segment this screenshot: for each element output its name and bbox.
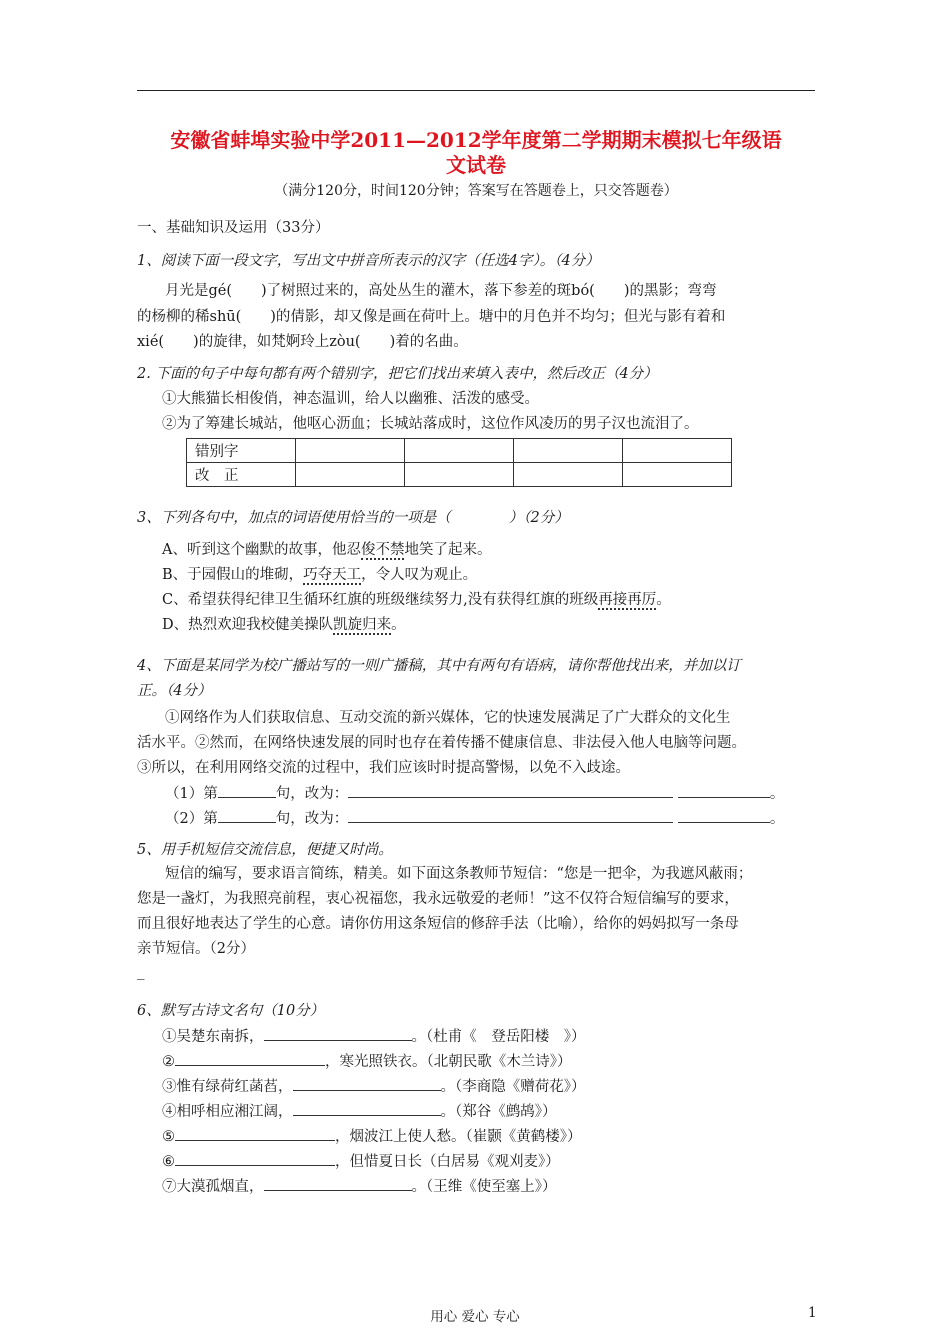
question-2-sentence-1: ①大熊猫长相俊俏，神态温训，给人以幽雅、活泼的感受。 — [162, 391, 539, 407]
option-d — [162, 615, 406, 635]
answer-cell[interactable] — [296, 463, 405, 487]
answer-cell[interactable] — [514, 463, 623, 487]
option-text: ，令人叹为观止。 — [361, 567, 478, 583]
poem-source: 。（杜甫《 登岳阳楼 》） — [411, 1029, 586, 1045]
poem-line-6 — [162, 1151, 560, 1172]
poem-text: ④相呼相应湘江阔， — [162, 1104, 293, 1120]
poem-source: ，但惜夏日长（白居易《观刈麦》） — [335, 1154, 560, 1170]
emphasized-phrase: 巧夺天工 — [303, 567, 362, 583]
answer-label: 句，改为： — [275, 786, 349, 802]
table-row-label: 错别字 — [187, 439, 296, 463]
sentence-number-blank[interactable] — [218, 783, 276, 798]
page-title: 安徽省蚌埠实验中学2011—2012学年度第二学期期末模拟七年级语 — [170, 128, 782, 152]
question-3-stem: 3、下列各句中，加点的词语使用恰当的一项是（ ）（2分） — [137, 510, 569, 526]
question-6-stem: 6、默写古诗文名句（10分） — [137, 1003, 325, 1019]
answer-placeholder[interactable]: _ — [137, 962, 145, 980]
option-text: B、于园假山的堆砌， — [162, 567, 304, 583]
emphasized-phrase: 再接再厉 — [598, 592, 657, 608]
answer-line-2 — [165, 808, 784, 829]
option-text: 地笑了起来。 — [404, 542, 492, 558]
option-a — [162, 540, 491, 560]
question-5-text-line: 而且很好地表达了学生的心意。请你仿用这条短信的修辞手法（比喻），给你的妈妈拟写一条母 — [137, 916, 739, 932]
poem-source: ，寒光照铁衣。（北朝民歌《木兰诗》） — [325, 1054, 572, 1070]
poem-blank[interactable] — [264, 1176, 412, 1191]
question-4-stem: 4、下面是某同学为校广播站写的一则广播稿，其中有两句有语病，请你帮他找出来，并加以订 — [137, 658, 741, 674]
poem-source: ，烟波江上使人愁。（崔颢《黄鹤楼》） — [335, 1129, 582, 1145]
answer-end: 。 — [769, 786, 785, 802]
correction-blank[interactable] — [348, 808, 673, 823]
question-4-text-line: ①网络作为人们获取信息、互动交流的新兴媒体，它的快速发展满足了广大群众的文化生 — [165, 710, 731, 726]
question-4-text-line: 活水平。②然而，在网络快速发展的同时也存在着传播不健康信息、非法侵入他人电脑等问题。 — [137, 735, 746, 751]
poem-blank[interactable] — [264, 1026, 412, 1041]
page-number: 1 — [808, 1305, 817, 1321]
poem-blank[interactable] — [175, 1151, 335, 1166]
poem-source: 。（李商隐《赠荷花》） — [440, 1079, 586, 1095]
answer-end: 。 — [769, 811, 785, 827]
table-row-label: 改 正 — [187, 463, 296, 487]
poem-source: 。（王维《使至塞上》） — [411, 1179, 557, 1195]
page-footer: 用心 爱心 专心 — [430, 1309, 520, 1325]
poem-line-1 — [162, 1026, 586, 1047]
poem-text: ③惟有绿荷红菡萏， — [162, 1079, 293, 1095]
poem-text: ①吴楚东南拆， — [162, 1029, 264, 1045]
poem-text: ⑤ — [162, 1129, 175, 1145]
option-c — [162, 590, 671, 610]
poem-blank[interactable] — [293, 1076, 441, 1091]
answer-label: 句，改为： — [275, 811, 349, 827]
correction-blank[interactable] — [678, 808, 770, 823]
correction-table — [186, 438, 732, 487]
question-1-stem: 1、阅读下面一段文字，写出文中拼音所表示的汉字（任选4字）。（4分） — [137, 253, 600, 269]
question-5-text-line: 短信的编写，要求语言简练，精美。如下面这条教师节短信：“您是一把伞，为我遮风蔽雨； — [165, 866, 753, 882]
poem-line-7 — [162, 1176, 557, 1197]
poem-blank[interactable] — [175, 1126, 335, 1141]
answer-cell[interactable] — [623, 439, 732, 463]
answer-cell[interactable] — [514, 439, 623, 463]
table-row — [187, 463, 732, 487]
exam-note: （满分120分，时间120分钟；答案写在答题卷上，只交答题卷） — [274, 183, 678, 199]
option-b — [162, 565, 477, 585]
option-text: C、希望获得纪律卫生循环红旗的班级继续努力,没有获得红旗的班级 — [162, 592, 599, 608]
question-4-text-line: ③所以，在利用网络交流的过程中，我们应该时时提高警惕，以免不入歧途。 — [137, 760, 630, 776]
question-2-stem: 2. 下面的句子中每句都有两个错别字，把它们找出来填入表中，然后改正（4分） — [137, 366, 658, 382]
poem-text: ⑦大漠孤烟直， — [162, 1179, 264, 1195]
page-title-continued: 文试卷 — [446, 153, 506, 177]
poem-line-2 — [162, 1051, 572, 1072]
answer-cell[interactable] — [623, 463, 732, 487]
poem-line-3 — [162, 1076, 586, 1097]
poem-blank[interactable] — [175, 1051, 325, 1066]
section-heading: 一、基础知识及运用（33分） — [137, 220, 330, 236]
poem-text: ② — [162, 1054, 175, 1070]
question-4-stem-continued: 正。（4分） — [137, 683, 212, 699]
question-5-text-line: 亲节短信。（2分） — [137, 941, 255, 957]
question-5-text-line: 您是一盏灯，为我照亮前程，衷心祝福您，我永远敬爱的老师！”这不仅符合短信编写的要求， — [137, 891, 739, 907]
emphasized-phrase: 俊不禁 — [360, 542, 405, 558]
question-5-stem: 5、用手机短信交流信息，便捷又时尚。 — [137, 842, 393, 858]
option-text: 。 — [656, 592, 671, 608]
question-2-sentence-2: ②为了筹建长城站，他呕心沥血；长城站落成时，这位作风凌历的男子汉也流泪了。 — [162, 416, 699, 432]
answer-line-1 — [165, 783, 784, 804]
correction-blank[interactable] — [348, 783, 673, 798]
poem-line-5 — [162, 1126, 582, 1147]
answer-cell[interactable] — [296, 439, 405, 463]
question-1-text-line: 的杨柳的稀shū( )的倩影，却又像是画在荷叶上。塘中的月色并不均匀；但光与影有着和 — [137, 309, 726, 325]
poem-source: 。（郑谷《鹧鸪》） — [440, 1104, 557, 1120]
poem-text: ⑥ — [162, 1154, 175, 1170]
table-row — [187, 439, 732, 463]
answer-label: （1）第 — [165, 786, 218, 802]
option-text: A、听到这个幽默的故事，他忍 — [162, 542, 361, 558]
sentence-number-blank[interactable] — [218, 808, 276, 823]
option-text: 。 — [391, 617, 406, 633]
correction-blank[interactable] — [678, 783, 770, 798]
question-1-text-line: 月光是gé( )了树照过来的，高处丛生的灌木，落下参差的斑bó( )的黑影；弯弯 — [165, 283, 717, 299]
poem-blank[interactable] — [293, 1101, 441, 1116]
answer-label: （2）第 — [165, 811, 218, 827]
header-rule — [137, 90, 815, 91]
option-text: D、热烈欢迎我校健美操队 — [162, 617, 334, 633]
question-1-text-line: xié( )的旋律，如梵婀玲上zòu( )着的名曲。 — [137, 334, 468, 350]
answer-cell[interactable] — [405, 439, 514, 463]
emphasized-phrase: 凯旋归来 — [333, 617, 392, 633]
answer-cell[interactable] — [405, 463, 514, 487]
poem-line-4 — [162, 1101, 557, 1122]
